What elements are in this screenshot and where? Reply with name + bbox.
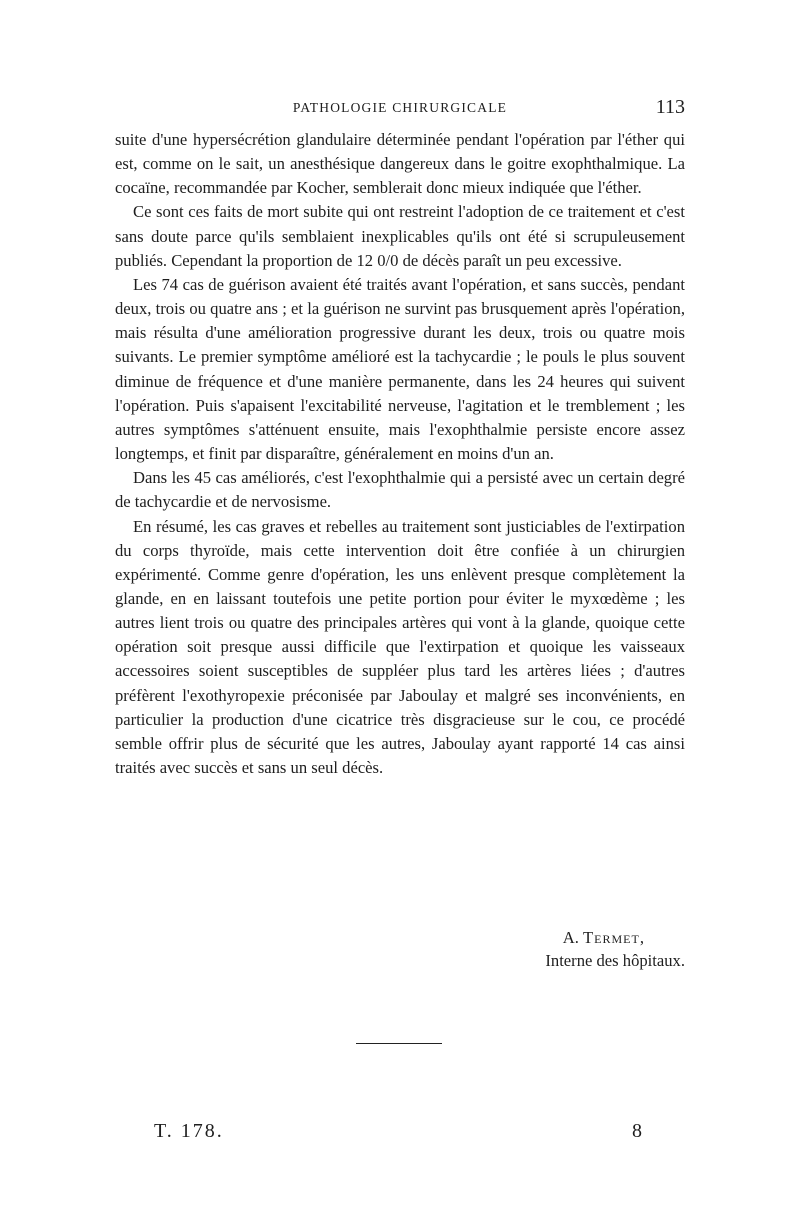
sheet-number: 8 <box>632 1120 642 1142</box>
paragraph-sudden-death: Ce sont ces faits de mort subite qui ont restreint l'adoption de ce traitement et c'est sans doute parce qu'ils semblaient inexplicables qu'ils ont été si scrupuleusement publiés. Cependant la proportion de 12 0/0 de décès paraît un peu excessive. <box>115 202 685 270</box>
paragraph-summary: En résumé, les cas graves et rebelles au traitement sont justiciables de l'extirpation du corps thyroïde, mais cette intervention doit être confiée à un chirurgien expérimenté. Comme genre d'opération, les uns enlèvent presque complètement la glande, en en laissant toutefois une petite portion pour éviter le myxœdème ; les autres lient trois ou quatre des principales artères qui vont à la glande, quoique cette opération soit presque aussi difficile que l'extirpation et quoique les vaisseaux accessoires soient susceptibles de suppléer plus tard les artères liées ; d'autres préfèrent l'exothyropexie préconisée par Jaboulay et malgré ses inconvénients, en particulier la production d'une cicatrice très disgracieuse sur le cou, ce procédé semble offrir plus de sécurité que les autres, Jaboulay ayant rapporté 14 cas ainsi traités avec succès et sans un seul décès. <box>115 516 685 778</box>
end-rule <box>356 1043 442 1044</box>
running-head: PATHOLOGIE CHIRURGICALE <box>292 100 508 115</box>
paragraph-continuation: suite d'une hypersécrétion glandulaire déterminée pendant l'opération par l'éther qui est, comme on le sait, un anesthésique dangereux dans le goitre exophthalmique. La cocaïne, recommandée par Kocher, semblerait donc mieux indiquée que l'éther. <box>115 130 685 198</box>
paragraph-healing-cases: Les 74 cas de guérison avaient été traités avant l'opération, et sans succès, pendant deux, trois ou quatre ans ; et la guérison ne survint pas brusquement après l'opération, mais résulta d'une amélioration progressive durant les deux, trois ou quatre mois suivants. Le premier symptôme amélioré est la tachycardie ; le pouls le plus souvent diminue de fréquence et d'une manière permanente, dans les 24 heures qui suivent l'opération. Puis s'apaisent l'excitabilité nerveuse, l'agitation et le tremblement ; les autres symptômes s'atténuent ensuite, mais l'exophthalmie persiste encore assez longtemps, et finit par disparaître, généralement en moins d'un an. <box>115 274 685 464</box>
author-name <box>545 926 685 949</box>
signature-mark: T. 178. <box>154 1120 224 1142</box>
page-number: 113 <box>655 96 685 118</box>
author-signature <box>545 926 685 972</box>
author-title: Interne des hôpitaux. <box>545 951 685 970</box>
author-surname: Termet, <box>583 928 645 947</box>
page-header <box>115 96 685 122</box>
author-initial: A. <box>562 928 579 947</box>
body-text <box>115 128 685 780</box>
paragraph-improved-cases: Dans les 45 cas améliorés, c'est l'exophthalmie qui a persisté avec un certain degré de tachycardie et de nervosisme. <box>115 468 685 512</box>
